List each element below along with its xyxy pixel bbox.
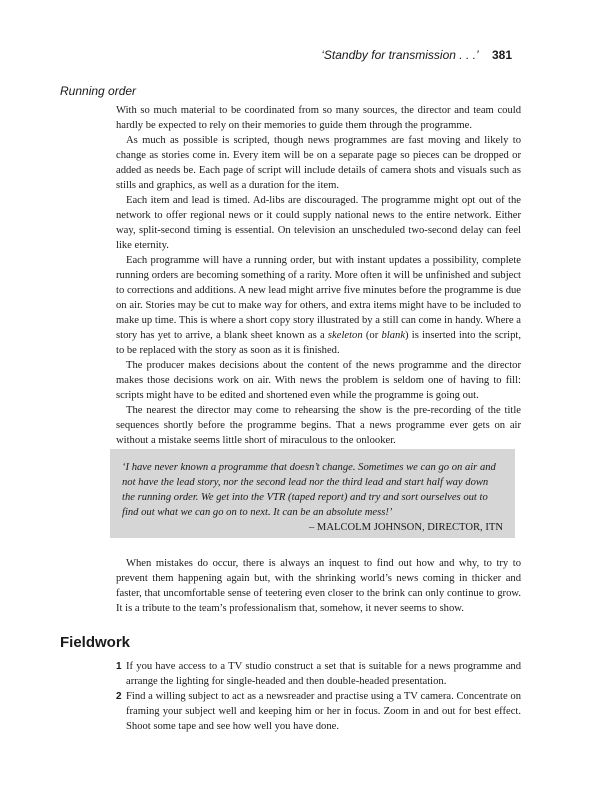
paragraph: Each item and lead is timed. Ad-libs are discouraged. The programme might opt out of the network to offer regional news or it could supply national news to the entire network. Either way, split-second timing is essential. On television an unscheduled two-second delay can feel like eternity. [116, 195, 521, 251]
paragraph: As much as possible is scripted, though news programmes are fast moving and likely to change as stories come in. Every item will be on a separate page so pieces can be dropped or added as needs be. Each page of script will include details of camera shots and visuals such as stills and graphics, as well as a duration for the item. [116, 135, 521, 191]
page-number: 381 [491, 48, 512, 62]
paragraph-text: Each programme will have a running order, but with instant updates a possibility, complete running orders are becoming something of a rarity. More often it will be unfinished and subject to corrections and additions. A new lead might arrive five minutes before the programme is due on air. Stories may be cut to make way for others, and extra items might have to be included to make up time. This is where a short copy story illustrated by a still can come in handy. Where a story has yet to arrive, a blank sheet known as a [116, 255, 521, 341]
term-skeleton: skeleton [327, 330, 363, 341]
paragraph-text: ) is inserted into the script, to be replaced with the story as soon as it is finished. [116, 330, 521, 356]
section-heading: Running order [60, 84, 137, 98]
paragraph-text: (or [362, 330, 382, 341]
list-item [116, 689, 521, 734]
fieldwork-heading: Fieldwork [60, 634, 131, 651]
paragraph: When mistakes do occur, there is always an inquest to find out how and why, to try to prevent them happening again but, with the shrinking world’s news coming in thicker and faster, that uncomfortable sense of teetering even closer to the brink can only continue to grow. It is a tribute to the team’s professionalism that, somehow, it never seems to show. [116, 558, 521, 614]
quote-box [110, 449, 515, 538]
list-item [116, 659, 521, 689]
running-header [321, 48, 512, 62]
term-blank: blank [381, 330, 406, 341]
item-number: 1 [116, 661, 122, 672]
paragraph: With so much material to be coordinated from so many sources, the director and team could hardly be expected to rely on their memories to guide them through the programme. [116, 105, 521, 131]
paragraph: The producer makes decisions about the content of the news programme and the director makes those decisions work on air. With news the problem is seldom one of having to fill: scripts might have to be edited and shortened even while the programme is going out. [116, 360, 521, 401]
paragraph: The nearest the director may come to rehearsing the show is the pre-recording of the title sequences shortly before the programme begins. That a news programme ever gets on air without a mistake seems little short of miraculous to the onlooker. [116, 405, 521, 446]
item-number: 2 [116, 691, 122, 702]
after-quote-text [116, 556, 521, 616]
fieldwork-list [116, 659, 521, 734]
item-text: Find a willing subject to act as a newsreader and practise using a TV camera. Concentrate on framing your subject well and keeping him or her in focus. Zoom in and out for best effect. Shoot some tape and see how well you have done. [126, 691, 521, 732]
main-text [116, 103, 521, 448]
running-title: ‘Standby for transmission . . .’ [321, 48, 479, 62]
quote-text: ‘I have never known a programme that doesn’t change. Sometimes we can go on air and not have the lead story, nor the second lead nor the third lead and start half way down the running order. We get into the VTR (taped report) and try and sort ourselves out to find out what we can go on to next. It can be an absolute mess!’ [122, 462, 496, 518]
paragraph [116, 253, 521, 358]
item-text: If you have access to a TV studio construct a set that is suitable for a news programme and arrange the lighting for single-headed and then double-headed presentation. [126, 661, 521, 687]
quote-attribution: – MALCOLM JOHNSON, DIRECTOR, ITN [308, 522, 503, 533]
